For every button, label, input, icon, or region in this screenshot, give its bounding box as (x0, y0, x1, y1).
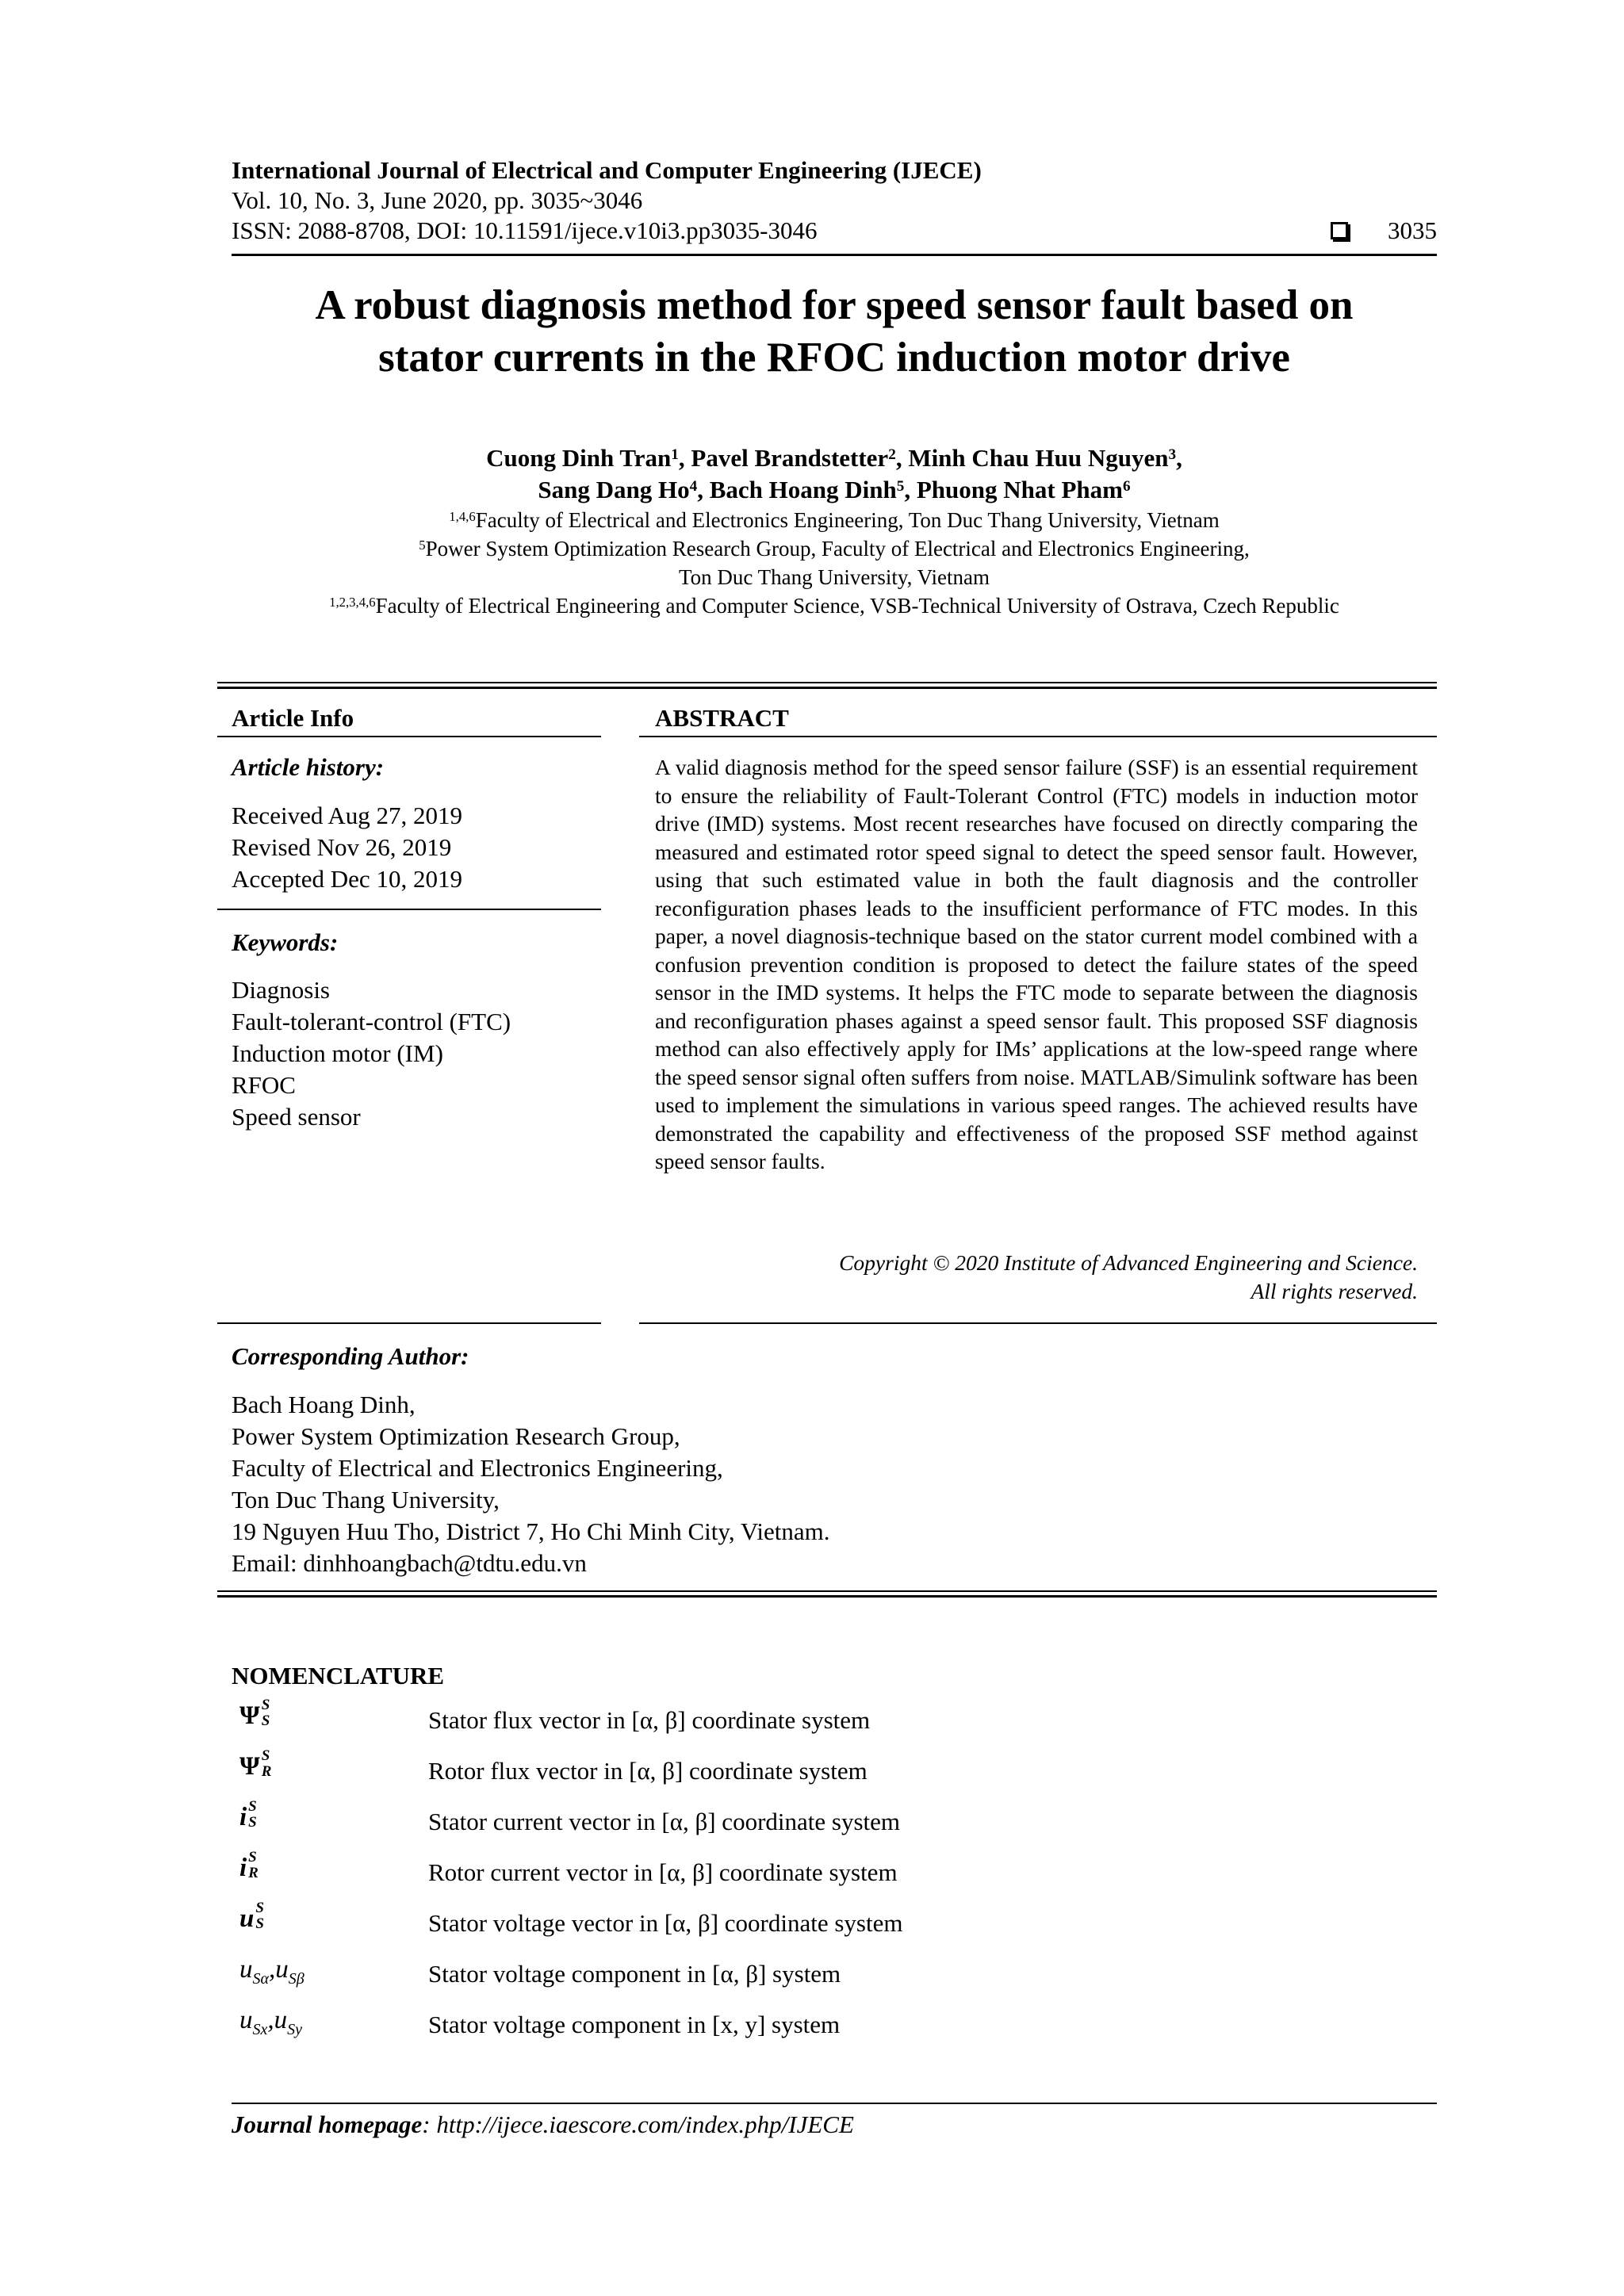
nomenclature-symbol: i S R (239, 1849, 259, 1882)
author-sep: , (678, 444, 691, 472)
nomenclature-heading: NOMENCLATURE (232, 1662, 445, 1689)
article-history-list (232, 800, 462, 895)
author-sep: , (1176, 444, 1182, 472)
title-line-2: stator currents in the RFOC induction motor drive (378, 335, 1290, 381)
author-name: Cuong Dinh Tran (486, 444, 672, 472)
abstract-bottom-rule (639, 1322, 1437, 1324)
journal-name: International Journal of Electrical and Computer Engineering (IJECE) (232, 156, 982, 184)
nomenclature-symbol: Ψ S R (239, 1747, 272, 1781)
author-sup: 4 (689, 478, 698, 496)
affiliation (198, 563, 1470, 591)
affiliation (198, 534, 1470, 563)
nomenclature-symbol: i S S (239, 1798, 257, 1831)
keywords-heading: Keywords: (232, 928, 339, 956)
nomenclature-definition: Rotor current vector in [α, β] coordinate system (428, 1858, 898, 1886)
author-sup: 5 (896, 478, 905, 496)
nomenclature-definition: Stator voltage component in [x, y] system (428, 2011, 841, 2038)
affiliation-sup: 1,2,3,4,6 (329, 595, 376, 610)
journal-volume: Vol. 10, No. 3, June 2020, pp. 3035~3046 (232, 186, 643, 214)
keyword-item: RFOC (232, 1071, 296, 1099)
abstract-text: A valid diagnosis method for the speed sensor failure (SSF) is an essential requirement to ensure the reliability of Fault-Tolerant Control (FTC) models in induction motor drive (IMD) systems. Most recent researches have focused on directly comparing the measured and estimated rotor speed signal to detect the speed sensor fault. However, using that such estimated value in both the fault diagnosis and the controller reconfiguration phases leads to the insufficient performance of FTC modes. In this paper, a novel diagnosis-technique based on the stator current model combined with a confusion prevention condition is proposed to detect the failure states of the speed sensor in the IMD systems. It helps the FTC mode to separate between the diagnosis and reconfiguration phases against a speed sensor fault. This proposed SSF diagnosis method can also effectively apply for IMs’ applications at the low-speed range where the speed sensor signal often suffers from noise. MATLAB/Simulink software has been used to implement the simulations in various speed ranges. The achieved results have demonstrated the capability and effectiveness of the proposed SSF method against speed sensor faults. (655, 755, 1418, 1173)
footer-rule (232, 2103, 1437, 2104)
affiliation-text: Ton Duc Thang University, Vietnam (679, 565, 990, 589)
abstract-heading: ABSTRACT (655, 704, 789, 732)
corresponding-line: Faculty of Electrical and Electronics Engineering, (232, 1454, 723, 1482)
abstract-rule (639, 736, 1437, 737)
top-double-rule (217, 682, 1437, 683)
nomenclature-definition: Stator voltage vector in [α, β] coordinate system (428, 1909, 903, 1937)
paper-title (232, 279, 1437, 384)
keyword-item: Induction motor (IM) (232, 1039, 443, 1067)
nomenclature-symbol: Ψ S S (239, 1697, 270, 1730)
author-name: Sang Dang Ho (538, 476, 690, 503)
top-double-rule (217, 687, 1437, 689)
history-item: Received Aug 27, 2019 (232, 802, 463, 829)
footer-label: Journal homepage (232, 2110, 423, 2138)
affiliation-sup: 1,4,6 (449, 509, 476, 525)
nomenclature-symbol: $u_{Sx},u_{Sy}$ (239, 2006, 303, 2038)
nomenclature-symbol: u S S (239, 1900, 264, 1933)
corresponding-author (232, 1389, 829, 1579)
journal-header (232, 155, 1437, 246)
corresponding-line: Power System Optimization Research Group, (232, 1422, 680, 1450)
affiliation-text: Power System Optimization Research Group, Faculty of Electrical and Electronics Engineering, (425, 537, 1250, 561)
history-item: Revised Nov 26, 2019 (232, 833, 452, 861)
corresponding-heading: Corresponding Author: (232, 1342, 469, 1370)
author-sup: 6 (1122, 478, 1131, 496)
nomenclature-definition: Stator flux vector in [α, β] coordinate system (428, 1706, 871, 1734)
article-history-heading: Article history: (232, 753, 385, 781)
journal-homepage-link[interactable]: http://ijece.iaescore.com/index.php/IJECE (436, 2110, 854, 2138)
history-rule (217, 909, 601, 910)
nomenclature-row (232, 2006, 1342, 2045)
nomenclature-symbol: $u_{S\alpha},u_{S\beta}$ (239, 1955, 304, 1988)
author-name: Bach Hoang Dinh (709, 476, 897, 503)
author-name: Phuong Nhat Pham (916, 476, 1123, 503)
author-name: Pavel Brandstetter (691, 444, 889, 472)
copyright-notice (655, 1249, 1418, 1306)
title-line-1: A robust diagnosis method for speed sensor fault based on (315, 282, 1354, 328)
affiliation (198, 506, 1470, 534)
nomenclature-row (232, 1747, 1342, 1792)
keyword-item: Diagnosis (232, 976, 330, 1004)
author-sup: 2 (888, 446, 896, 464)
keyword-item: Speed sensor (232, 1103, 361, 1131)
nomenclature-definition: Stator current vector in [α, β] coordinate system (428, 1808, 900, 1835)
article-info-bottom-rule (217, 1322, 601, 1324)
author-name: Minh Chau Huu Nguyen (908, 444, 1169, 472)
affiliation-text: Faculty of Electrical and Electronics Engineering, Ton Duc Thang University, Vietnam (475, 508, 1220, 532)
nomenclature-row (232, 1849, 1342, 1893)
page-number: 3035 (1388, 216, 1437, 244)
history-item: Accepted Dec 10, 2019 (232, 865, 462, 893)
affiliation-text: Faculty of Electrical Engineering and Computer Science, VSB-Technical University of Ostrava, Czech Republic (375, 594, 1339, 618)
article-info-rule (217, 736, 601, 737)
nomenclature-definition: Rotor flux vector in [α, β] coordinate system (428, 1757, 868, 1785)
corresponding-line: Ton Duc Thang University, (232, 1486, 500, 1513)
keywords-list (232, 974, 511, 1133)
bottom-double-rule (217, 1590, 1437, 1592)
box-icon (1331, 222, 1348, 239)
nomenclature-definition: Stator voltage component in [α, β] system (428, 1960, 841, 1988)
nomenclature-row (232, 1798, 1342, 1843)
author-sup: 1 (671, 446, 679, 464)
nomenclature-row (232, 1900, 1342, 1944)
journal-footer: Journal homepage: http://ijece.iaescore.com/index.php/IJECE (232, 2110, 854, 2138)
nomenclature-row (232, 1697, 1342, 1741)
corresponding-email[interactable]: Email: dinhhoangbach@tdtu.edu.vn (232, 1549, 587, 1577)
author-sep: , (697, 476, 710, 503)
copyright-line-2: All rights reserved. (1251, 1279, 1418, 1303)
keyword-item: Fault-tolerant-control (FTC) (232, 1008, 511, 1035)
affiliation (198, 591, 1470, 620)
nomenclature-row (232, 1955, 1342, 1995)
author-line-1 (198, 442, 1470, 474)
bottom-double-rule (217, 1595, 1437, 1598)
journal-issn: ISSN: 2088-8708, DOI: 10.11591/ijece.v10i3.pp3035-3046 (232, 216, 818, 244)
corresponding-line: 19 Nguyen Huu Tho, District 7, Ho Chi Minh City, Vietnam. (232, 1517, 830, 1545)
author-sup: 3 (1168, 446, 1177, 464)
author-sep: , (895, 444, 909, 472)
affiliation-sup: 5 (419, 538, 426, 553)
copyright-line-1: Copyright © 2020 Institute of Advanced Engineering and Science. (839, 1250, 1418, 1275)
corresponding-line: Bach Hoang Dinh, (232, 1391, 416, 1418)
author-line-2 (198, 474, 1470, 506)
author-block (198, 442, 1470, 620)
author-sep: , (904, 476, 917, 503)
article-info-heading: Article Info (232, 704, 354, 732)
header-rule (232, 254, 1437, 256)
